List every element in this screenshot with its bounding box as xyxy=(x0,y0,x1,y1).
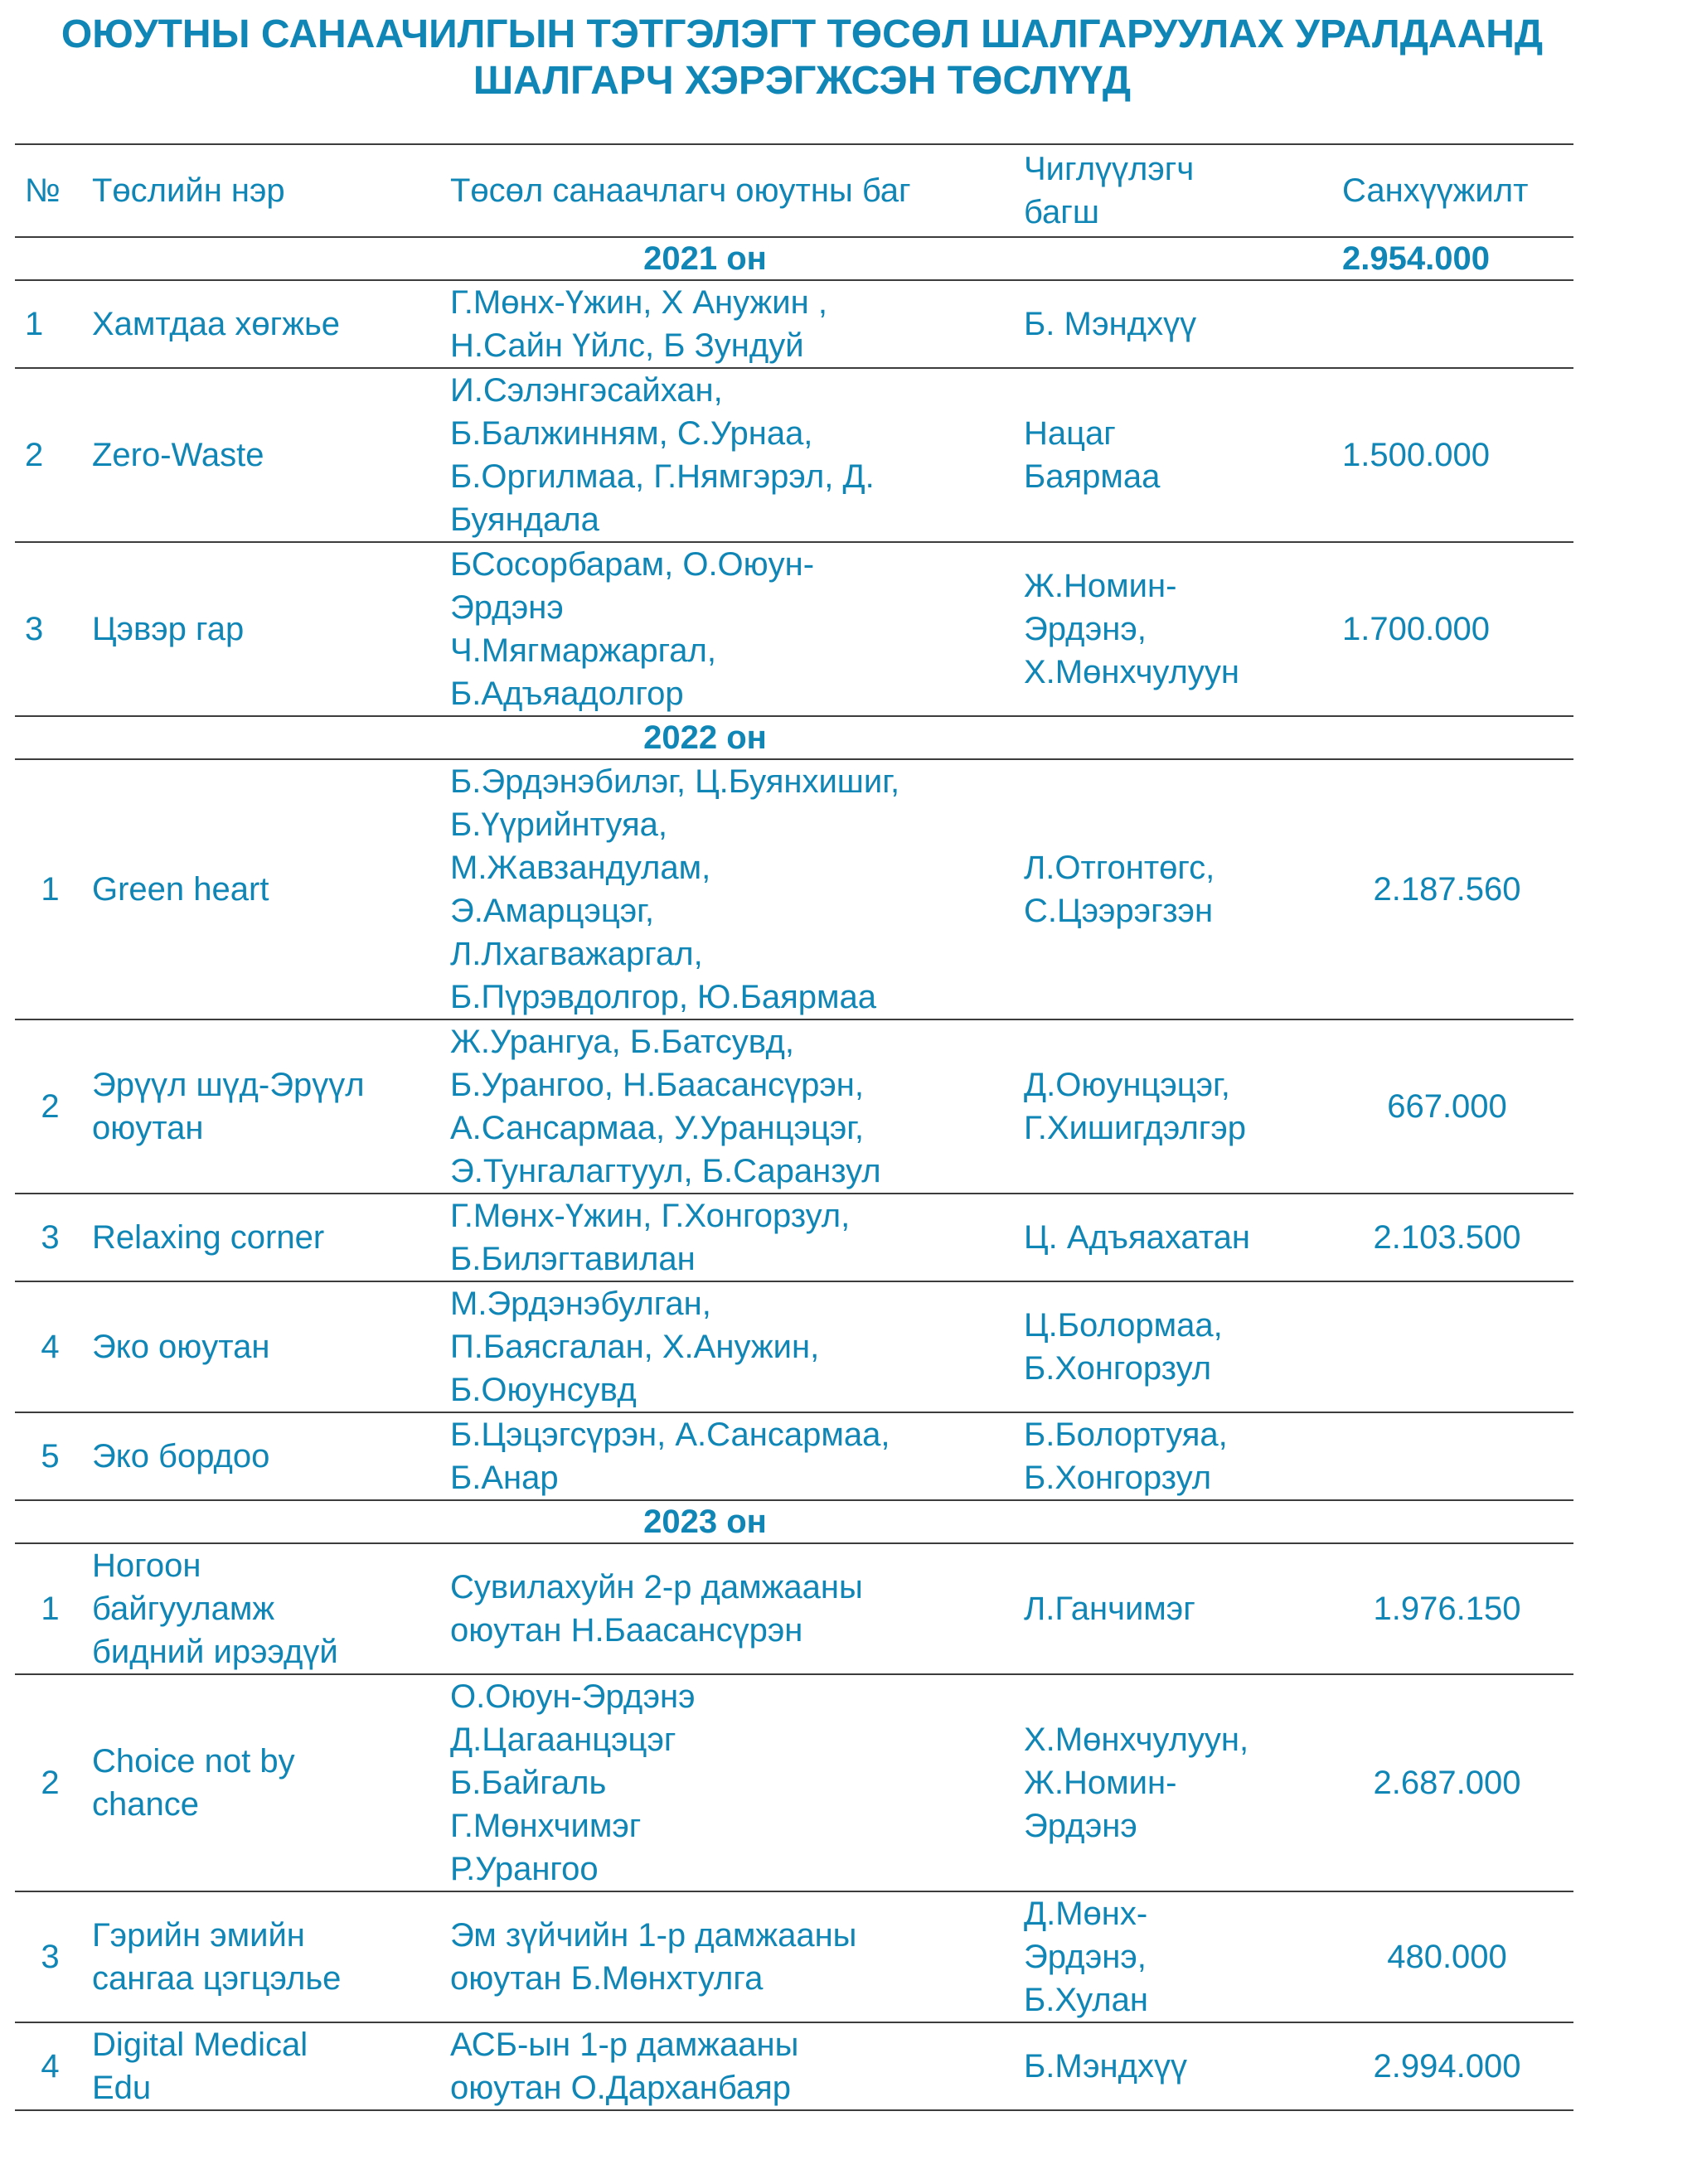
project-funding: 2.103.500 xyxy=(1327,1194,1573,1281)
project-advisor xyxy=(1024,368,1327,542)
project-name xyxy=(92,1019,450,1194)
year-row xyxy=(15,237,1573,280)
project-name xyxy=(92,1412,450,1500)
project-row xyxy=(15,2022,1573,2110)
project-team xyxy=(450,280,1024,368)
project-team-line: Б.Пүрэвдолгор, Ю.Баярмаа xyxy=(450,979,876,1015)
project-team-line: П.Баясгалан, Х.Анужин, xyxy=(450,1329,820,1365)
project-number: 4 xyxy=(15,1281,92,1412)
project-name-line: Edu xyxy=(92,2070,152,2106)
title-line-2: ШАЛГАРЧ ХЭРЭГЖСЭН ТӨСЛҮҮД xyxy=(473,59,1132,103)
project-advisor xyxy=(1024,1891,1327,2022)
project-advisor xyxy=(1024,1194,1327,1281)
project-advisor-line: Баярмаа xyxy=(1024,458,1161,495)
project-name-line: Zero-Waste xyxy=(92,437,264,473)
project-funding: 1.976.150 xyxy=(1327,1543,1573,1674)
project-team-line: оюутан О.Дарханбаяр xyxy=(450,2070,791,2106)
project-advisor-line: Д.Мөнх- xyxy=(1024,1896,1148,1932)
project-team xyxy=(450,1891,1024,2022)
project-name-line: chance xyxy=(92,1786,199,1823)
project-number: 3 xyxy=(15,542,92,716)
project-team xyxy=(450,1281,1024,1412)
project-name-line: Relaxing corner xyxy=(92,1219,325,1256)
project-team xyxy=(450,759,1024,1019)
project-team-line: И.Сэлэнгэсайхан, xyxy=(450,372,723,409)
project-team-line: Сувилахуйн 2-р дамжааны xyxy=(450,1569,863,1605)
project-team-line: Э.Тунгалагтуул, Б.Саранзул xyxy=(450,1153,881,1189)
project-team-line: Б.Оргилмаа, Г.Нямгэрэл, Д. xyxy=(450,458,875,495)
project-team-line: Ч.Мягмаржаргал, xyxy=(450,632,716,669)
project-row xyxy=(15,759,1573,1019)
project-team-line: Г.Мөнх-Үжин, Г.Хонгорзул, xyxy=(450,1198,851,1234)
project-name xyxy=(92,2022,450,2110)
project-advisor-line: Ц.Болормаа, xyxy=(1024,1307,1223,1344)
project-row xyxy=(15,542,1573,716)
project-row xyxy=(15,1412,1573,1500)
project-name xyxy=(92,1674,450,1891)
project-team xyxy=(450,542,1024,716)
project-advisor-line: Х.Мөнхчулуун, xyxy=(1024,1722,1249,1758)
project-row xyxy=(15,1543,1573,1674)
project-row xyxy=(15,368,1573,542)
header-advisor xyxy=(1024,144,1327,237)
project-advisor-line: Б.Болортуяа, xyxy=(1024,1416,1228,1453)
project-team-line: Б.Анар xyxy=(450,1460,559,1496)
project-team-line: Л.Лхагважаргал, xyxy=(450,936,703,972)
project-team-line: Г.Мөнх-Үжин, Х Анужин , xyxy=(450,284,827,321)
project-team-line: Эм зүйчийн 1-р дамжааны xyxy=(450,1917,857,1954)
project-name xyxy=(92,1281,450,1412)
project-advisor-line: Г.Хишигдэлгэр xyxy=(1024,1110,1247,1146)
project-funding: 2.687.000 xyxy=(1327,1674,1573,1891)
project-advisor-line: Ж.Номин- xyxy=(1024,568,1177,604)
project-name-line: Эрүүл шүд-Эрүүл xyxy=(92,1067,365,1103)
projects-table-body xyxy=(15,144,1573,2110)
header-num: № xyxy=(15,144,92,237)
project-name xyxy=(92,542,450,716)
project-advisor xyxy=(1024,759,1327,1019)
project-advisor-line: Б.Хонгорзул xyxy=(1024,1350,1212,1387)
project-name-line: Цэвэр гар xyxy=(92,611,245,647)
project-name xyxy=(92,1891,450,2022)
project-team-line: БСосорбарам, О.Оюун- xyxy=(450,546,815,583)
year-total: 2.954.000 xyxy=(1327,237,1573,280)
project-funding xyxy=(1327,1281,1573,1412)
project-advisor-line: Б.Хулан xyxy=(1024,1982,1148,2018)
year-row xyxy=(15,1500,1573,1543)
project-advisor-line: Ц. Адъяахатан xyxy=(1024,1219,1250,1256)
project-team-line: Б.Урангоо, Н.Баасансүрэн, xyxy=(450,1067,864,1103)
project-advisor-line: Л.Ганчимэг xyxy=(1024,1591,1195,1627)
project-team xyxy=(450,2022,1024,2110)
project-row xyxy=(15,1281,1573,1412)
project-row xyxy=(15,1194,1573,1281)
project-team xyxy=(450,1412,1024,1500)
project-advisor xyxy=(1024,542,1327,716)
title-line-1: ОЮУТНЫ САНААЧИЛГЫН ТЭТГЭЛЭГТ ТӨСӨЛ ШАЛГАРУУЛАХ УРАЛДААНД xyxy=(61,12,1544,56)
project-advisor xyxy=(1024,280,1327,368)
project-advisor-line: Ж.Номин- xyxy=(1024,1765,1177,1801)
project-advisor-line: С.Цээрэгзэн xyxy=(1024,893,1214,929)
project-advisor-line: Нацаг xyxy=(1024,415,1116,452)
project-row xyxy=(15,1019,1573,1194)
project-name xyxy=(92,280,450,368)
project-name-line: Гэрийн эмийн xyxy=(92,1917,305,1954)
project-name-line: Digital Medical xyxy=(92,2027,308,2063)
header-team: Төсөл санаачлагч оюутны баг xyxy=(450,144,1024,237)
project-team-line: Б.Балжинням, С.Урнаа, xyxy=(450,415,813,452)
project-number: 2 xyxy=(15,368,92,542)
project-advisor xyxy=(1024,1019,1327,1194)
project-team-line: оюутан Н.Баасансүрэн xyxy=(450,1612,803,1649)
project-team xyxy=(450,1674,1024,1891)
project-funding: 2.994.000 xyxy=(1327,2022,1573,2110)
year-total xyxy=(1327,716,1573,759)
project-team-line: АСБ-ын 1-р дамжааны xyxy=(450,2027,799,2063)
project-name-line: бидний ирээдүй xyxy=(92,1634,338,1670)
project-team-line: О.Оюун-Эрдэнэ xyxy=(450,1678,696,1715)
project-name-line: Ногоон xyxy=(92,1547,201,1584)
project-row xyxy=(15,1674,1573,1891)
year-row xyxy=(15,716,1573,759)
project-number: 1 xyxy=(15,1543,92,1674)
project-advisor-line: Б.Хонгорзул xyxy=(1024,1460,1212,1496)
year-label: 2021 он xyxy=(15,237,1327,280)
page-title xyxy=(0,12,1604,104)
project-team-line: Д.Цагаанцэцэг xyxy=(450,1722,676,1758)
project-advisor xyxy=(1024,2022,1327,2110)
project-advisor-line: Эрдэнэ, xyxy=(1024,611,1147,647)
project-name-line: сангаа цэгцэлье xyxy=(92,1960,342,1997)
project-team-line: Э.Амарцэцэг, xyxy=(450,893,654,929)
year-total xyxy=(1327,1500,1573,1543)
project-team xyxy=(450,1543,1024,1674)
project-team-line: оюутан Б.Мөнхтулга xyxy=(450,1960,764,1997)
project-team-line: Ж.Урангуа, Б.Батсувд, xyxy=(450,1024,794,1060)
project-advisor-line: Д.Оюунцэцэг, xyxy=(1024,1067,1230,1103)
project-row xyxy=(15,280,1573,368)
project-advisor-line: Эрдэнэ xyxy=(1024,1808,1137,1844)
project-advisor xyxy=(1024,1543,1327,1674)
project-team-line: Б.Эрдэнэбилэг, Ц.Буянхишиг, xyxy=(450,763,900,800)
project-team-line: Г.Мөнхчимэг xyxy=(450,1808,642,1844)
project-funding xyxy=(1327,1412,1573,1500)
project-name-line: Green heart xyxy=(92,871,269,908)
project-name-line: Choice not by xyxy=(92,1743,295,1780)
project-number: 3 xyxy=(15,1194,92,1281)
project-number: 5 xyxy=(15,1412,92,1500)
header-advisor-line: Чиглүүлэгч xyxy=(1024,151,1195,187)
project-team-line: Б.Адъяадолгор xyxy=(450,676,684,712)
project-number: 4 xyxy=(15,2022,92,2110)
project-team-line: Б.Билэгтавилан xyxy=(450,1241,696,1277)
project-name xyxy=(92,1543,450,1674)
project-name-line: Эко оюутан xyxy=(92,1329,270,1365)
project-name-line: Эко бордоо xyxy=(92,1438,270,1475)
project-funding: 1.500.000 xyxy=(1327,368,1573,542)
project-advisor-line: Х.Мөнхчулуун xyxy=(1024,654,1239,690)
project-team xyxy=(450,1019,1024,1194)
project-advisor-line: Эрдэнэ, xyxy=(1024,1939,1147,1975)
project-number: 3 xyxy=(15,1891,92,2022)
project-team-line: Р.Урангоо xyxy=(450,1851,599,1887)
project-number: 1 xyxy=(15,759,92,1019)
project-advisor xyxy=(1024,1674,1327,1891)
project-advisor-line: Л.Отгонтөгс, xyxy=(1024,850,1215,886)
project-team-line: Эрдэнэ xyxy=(450,589,564,626)
header-funding: Санхүүжилт xyxy=(1327,144,1573,237)
header-name: Төслийн нэр xyxy=(92,144,450,237)
project-advisor-line: Б.Мэндхүү xyxy=(1024,2048,1187,2085)
project-team-line: Б.Оюунсувд xyxy=(450,1372,637,1408)
project-team-line: Н.Сайн Үйлс, Б Зундуй xyxy=(450,327,804,364)
project-name xyxy=(92,368,450,542)
project-advisor xyxy=(1024,1412,1327,1500)
project-name xyxy=(92,1194,450,1281)
project-number: 2 xyxy=(15,1019,92,1194)
project-team-line: М.Эрдэнэбулган, xyxy=(450,1286,711,1322)
project-advisor xyxy=(1024,1281,1327,1412)
year-label: 2022 он xyxy=(15,716,1327,759)
project-team xyxy=(450,368,1024,542)
project-name-line: Хамтдаа хөгжье xyxy=(92,306,341,342)
project-funding xyxy=(1327,280,1573,368)
project-funding: 2.187.560 xyxy=(1327,759,1573,1019)
project-team-line: М.Жавзандулам, xyxy=(450,850,711,886)
year-label: 2023 он xyxy=(15,1500,1327,1543)
project-funding: 480.000 xyxy=(1327,1891,1573,2022)
project-team-line: Буяндала xyxy=(450,501,599,538)
projects-table xyxy=(15,143,1573,2111)
project-funding: 667.000 xyxy=(1327,1019,1573,1194)
project-team xyxy=(450,1194,1024,1281)
project-name-line: байгууламж xyxy=(92,1591,275,1627)
header-advisor-line: багш xyxy=(1024,194,1099,230)
project-number: 2 xyxy=(15,1674,92,1891)
project-funding: 1.700.000 xyxy=(1327,542,1573,716)
project-row xyxy=(15,1891,1573,2022)
project-team-line: Б.Байгаль xyxy=(450,1765,607,1801)
project-team-line: Б.Цэцэгсүрэн, А.Сансармаа, xyxy=(450,1416,890,1453)
project-name xyxy=(92,759,450,1019)
project-name-line: оюутан xyxy=(92,1110,204,1146)
project-team-line: А.Сансармаа, У.Уранцэцэг, xyxy=(450,1110,865,1146)
table-header-row xyxy=(15,144,1573,237)
project-advisor-line: Б. Мэндхүү xyxy=(1024,306,1197,342)
project-number: 1 xyxy=(15,280,92,368)
project-team-line: Б.Үүрийнтуяа, xyxy=(450,806,667,843)
